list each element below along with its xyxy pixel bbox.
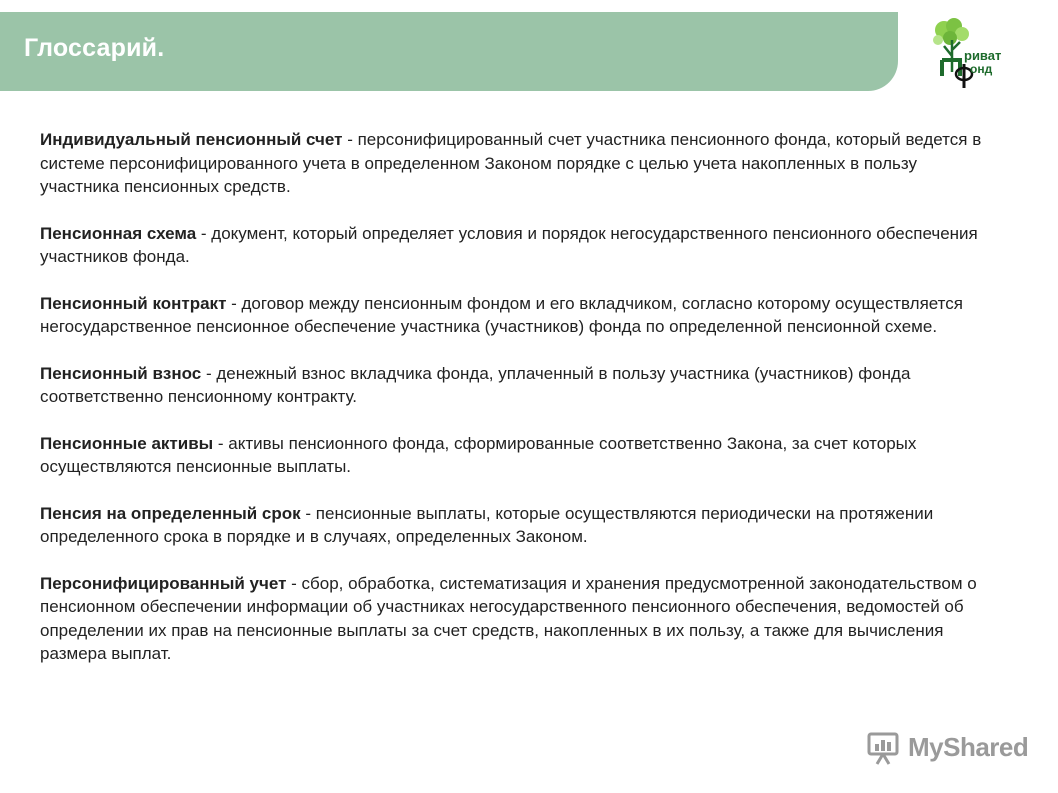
glossary-entry (40, 222, 1000, 269)
myshared-watermark[interactable] (866, 728, 1036, 768)
glossary-definition: - денежный взнос вкладчика фонда, уплаченный в пользу участника (участников) фонда соответственно пенсионному контракту. (40, 363, 911, 406)
glossary-list (40, 128, 1000, 689)
glossary-entry (40, 292, 1000, 339)
glossary-entry (40, 362, 1000, 409)
glossary-term: Пенсионный контракт (40, 293, 227, 313)
glossary-definition: - сбор, обработка, систематизация и хранения предусмотренной законодательством о пенсионном обеспечении информации об участниках негосударственного пенсионного обеспечения, ведомостей об определении их прав на пенсионные выплаты за счет средств, накопленных в их пользу, а также для вычисления размера выплат. (40, 573, 977, 663)
glossary-term: Пенсионный взнос (40, 363, 202, 383)
glossary-definition: - договор между пенсионным фондом и его вкладчиком, согласно которому осуществляется негосударственное пенсионное обеспечение участника (участников) фонда по определенной пенсионной схеме. (40, 293, 963, 336)
glossary-definition: - документ, который определяет условия и порядок негосударственного пенсионного обеспечения участников фонда. (40, 223, 978, 266)
glossary-term: Персонифицированный учет (40, 573, 287, 593)
glossary-definition: - персонифицированный счет участника пенсионного фонда, который ведется в системе персонифицированного учета в определенном Законом порядке с целью учета накопленных в пользу участника пенсионных средств. (40, 130, 982, 196)
glossary-term: Пенсионные активы (40, 433, 214, 453)
glossary-entry (40, 572, 1000, 666)
glossary-term: Индивидуальный пенсионный счет (40, 130, 343, 149)
glossary-entry (40, 128, 1000, 199)
watermark-text: MyShared (908, 732, 1029, 762)
logo-text-top: риват (964, 48, 1002, 63)
header-bar (0, 12, 898, 91)
glossary-term: Пенсия на определенный срок (40, 503, 301, 523)
presentation-board-icon (866, 730, 902, 766)
logo-text-bottom: онд (970, 62, 993, 76)
glossary-term: Пенсионная схема (40, 223, 197, 243)
page-title: Глоссарий. (24, 34, 165, 62)
glossary-entry (40, 502, 1000, 549)
glossary-definition: - активы пенсионного фонда, сформированные соответственно Закона, за счет которых осуществляются пенсионные выплаты. (40, 433, 917, 476)
glossary-entry (40, 432, 1000, 479)
privat-fond-logo (926, 16, 1026, 90)
glossary-definition: - пенсионные выплаты, которые осуществляются периодически на протяжении определенного срока в порядке и в случаях, определенных Законом. (40, 503, 934, 546)
